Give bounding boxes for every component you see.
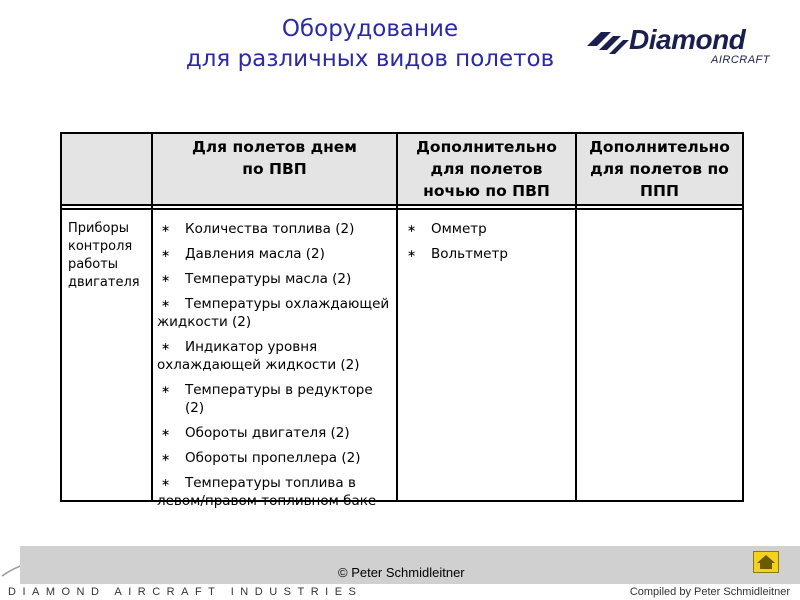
equipment-table bbox=[60, 132, 744, 509]
list-item-text: Количества топлива (2) bbox=[185, 221, 355, 237]
bullet-icon: ∗ bbox=[161, 426, 171, 439]
header-line: Дополнительно bbox=[416, 138, 557, 156]
row-label-line: Приборы bbox=[68, 221, 129, 236]
header-ifr bbox=[577, 136, 742, 202]
list-item-text: Температуры масла (2) bbox=[185, 271, 352, 287]
bullet-icon: ∗ bbox=[161, 340, 171, 353]
bullet-icon: ∗ bbox=[161, 222, 171, 235]
list-item bbox=[157, 295, 393, 331]
list-item bbox=[157, 270, 393, 288]
list-item-text: Температуры топлива в bbox=[185, 475, 356, 491]
copyright-text: © Peter Schmidleitner bbox=[338, 565, 465, 580]
row-label-engine-monitoring bbox=[68, 220, 150, 292]
logo-subtitle: AIRCRAFT bbox=[711, 54, 770, 66]
header-night-vfr bbox=[398, 136, 575, 202]
row-label-line: работы bbox=[68, 257, 119, 272]
logo-wordmark: Diamond bbox=[629, 24, 746, 55]
row-label-line: двигателя bbox=[68, 275, 140, 290]
list-item bbox=[157, 338, 393, 374]
diamond-logo bbox=[587, 24, 782, 72]
list-item bbox=[403, 245, 573, 263]
title-line-2: для различных видов полетов bbox=[185, 46, 555, 72]
slide-title bbox=[120, 14, 620, 74]
header-line: Для полетов днем bbox=[192, 138, 357, 156]
list-item bbox=[403, 220, 573, 238]
list-item bbox=[157, 424, 393, 442]
night-vfr-items bbox=[403, 220, 573, 270]
list-item-text: Обороты пропеллера (2) bbox=[185, 450, 361, 466]
list-item-text: Обороты двигателя (2) bbox=[185, 425, 350, 441]
bullet-icon: ∗ bbox=[161, 272, 171, 285]
list-item-continuation: охлаждающей жидкости (2) bbox=[157, 357, 360, 373]
header-day-vfr bbox=[153, 136, 396, 180]
bullet-icon: ∗ bbox=[161, 451, 171, 464]
list-item bbox=[157, 220, 393, 238]
list-item-text: Омметр bbox=[431, 221, 487, 237]
bullet-icon: ∗ bbox=[407, 247, 417, 260]
header-line: ППП bbox=[640, 182, 679, 200]
header-divider-double bbox=[62, 208, 742, 210]
header-line: для полетов по bbox=[590, 160, 729, 178]
list-item-text: Давления масла (2) bbox=[185, 246, 325, 262]
list-item bbox=[157, 449, 393, 467]
list-item-continuation: левом/правом топливном баке bbox=[157, 493, 377, 509]
diamond-logo-mark-icon bbox=[587, 28, 631, 58]
list-item bbox=[157, 474, 393, 510]
compiled-by-text: Compiled by Peter Schmidleitner bbox=[629, 586, 790, 598]
bullet-icon: ∗ bbox=[161, 247, 171, 260]
footer-brand: DIAMOND AIRCRAFT INDUSTRIES bbox=[8, 586, 363, 598]
list-item-text: Температуры охлаждающей bbox=[185, 296, 390, 312]
home-button[interactable] bbox=[753, 551, 779, 573]
bullet-icon: ∗ bbox=[161, 476, 171, 489]
column-divider bbox=[151, 134, 153, 500]
day-vfr-items bbox=[157, 220, 393, 517]
bullet-icon: ∗ bbox=[161, 297, 171, 310]
bullet-icon: ∗ bbox=[407, 222, 417, 235]
home-icon bbox=[754, 552, 778, 572]
title-line-1: Оборудование bbox=[281, 16, 459, 42]
list-item-continuation: жидкости (2) bbox=[157, 314, 252, 330]
list-item-text: Индикатор уровня bbox=[185, 339, 318, 355]
header-line: Дополнительно bbox=[589, 138, 730, 156]
list-item bbox=[157, 245, 393, 263]
list-item bbox=[157, 381, 393, 417]
row-label-line: контроля bbox=[68, 239, 133, 254]
header-line: для полетов bbox=[430, 160, 543, 178]
list-item-text: Вольтметр bbox=[431, 246, 508, 262]
list-item-text: Температуры в редукторе (2) bbox=[185, 382, 373, 416]
header-line: по ПВП bbox=[242, 160, 307, 178]
header-line: ночью по ПВП bbox=[423, 182, 550, 200]
bullet-icon: ∗ bbox=[161, 383, 171, 396]
header-divider bbox=[62, 204, 742, 206]
